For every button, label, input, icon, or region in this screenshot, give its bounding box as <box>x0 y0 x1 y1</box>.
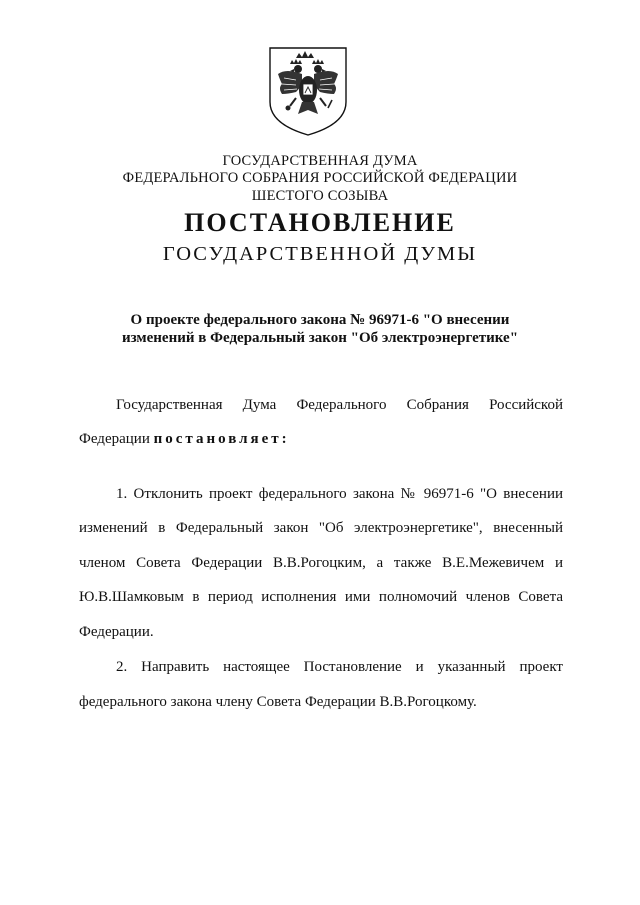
item1-line-3: членом Совета Федерации В.В.Рогоцким, а также В.Е.Межевичем и <box>79 555 563 571</box>
item2-line-1: 2. Направить настоящее Постановление и указанный проект <box>116 659 563 675</box>
org-line-1: ГОСУДАРСТВЕННАЯ ДУМА <box>222 153 418 169</box>
preamble-verb: постановляет: <box>153 431 290 447</box>
coat-of-arms-icon <box>266 44 350 138</box>
item1-line-4: Ю.В.Шамковым в период исполнения ими полномочий членов Совета <box>79 589 563 605</box>
document-title: ПОСТАНОВЛЕНИЕ <box>184 208 456 237</box>
resolution-heading-line-1: О проекте федерального закона № 96971-6 "О внесении <box>130 312 510 328</box>
org-line-2: ФЕДЕРАЛЬНОГО СОБРАНИЯ РОССИЙСКОЙ ФЕДЕРАЦИИ <box>122 170 518 186</box>
preamble-line-1: Государственная Дума Федерального Собрания Российской <box>116 397 563 413</box>
org-line-3: ШЕСТОГО СОЗЫВА <box>251 188 389 204</box>
preamble-line-2 <box>79 430 563 449</box>
item2-line-2: федерального закона члену Совета Федерации В.В.Рогоцкому. <box>79 694 477 710</box>
resolution-heading-line-2: изменений в Федеральный закон "Об электроэнергетике" <box>121 330 519 346</box>
document-subtitle: ГОСУДАРСТВЕННОЙ ДУМЫ <box>162 243 478 265</box>
item1-line-5: Федерации. <box>79 624 154 640</box>
item1-line-1: 1. Отклонить проект федерального закона № 96971-6 "О внесении <box>116 486 563 502</box>
item1-line-2: изменений в Федеральный закон "Об электроэнергетике", внесенный <box>79 520 563 536</box>
coat-of-arms-emblem <box>266 44 350 138</box>
preamble-subject: Федерации <box>79 431 150 447</box>
